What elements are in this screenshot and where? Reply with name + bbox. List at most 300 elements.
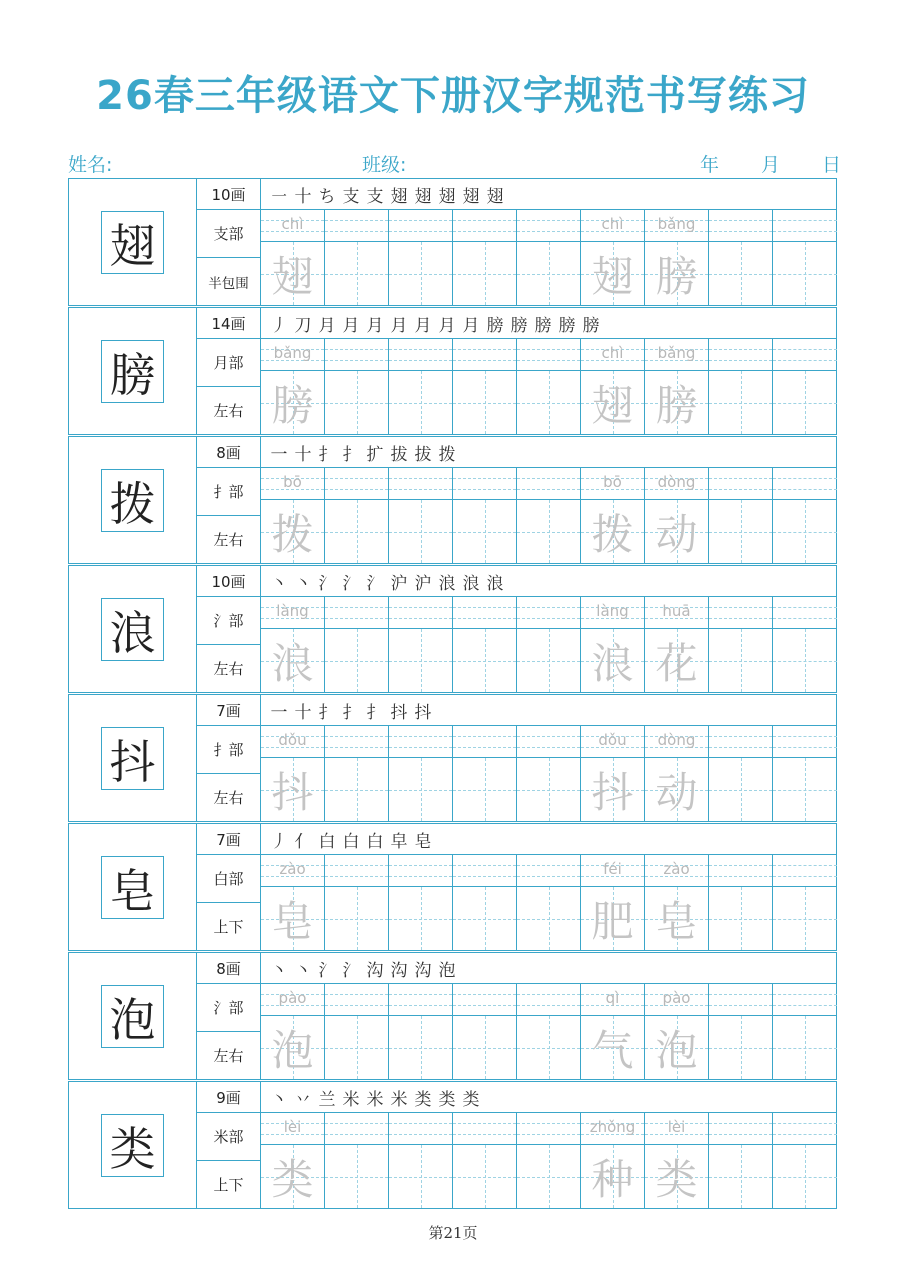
practice-column[interactable] (645, 468, 709, 563)
practice-column[interactable] (773, 210, 837, 305)
stroke-step: 扌 (318, 702, 336, 723)
tian-grid-cell[interactable] (453, 629, 516, 692)
practice-column[interactable] (517, 597, 581, 692)
practice-column[interactable] (645, 984, 709, 1079)
tian-grid-cell[interactable] (709, 371, 772, 434)
pinyin-cell[interactable] (517, 210, 580, 242)
practice-column[interactable] (517, 726, 581, 821)
tian-grid-cell[interactable] (773, 1145, 837, 1208)
tian-grid-cell[interactable] (453, 758, 516, 821)
practice-column[interactable] (261, 726, 325, 821)
practice-column[interactable] (453, 339, 517, 434)
trace-character: 抖 (591, 767, 634, 817)
tian-grid-cell[interactable] (261, 242, 324, 305)
stroke-step: 氵 (366, 573, 384, 594)
practice-column[interactable] (517, 339, 581, 434)
practice-column[interactable] (453, 468, 517, 563)
trace-character (517, 887, 580, 950)
tian-grid-cell[interactable] (389, 887, 452, 950)
trace-character: 种 (591, 1154, 634, 1204)
pinyin-cell[interactable] (261, 1113, 324, 1145)
pinyin-cell[interactable] (581, 210, 644, 242)
tian-grid-cell[interactable] (709, 1016, 772, 1079)
main-character-cell (69, 437, 197, 563)
tian-grid-cell[interactable] (581, 887, 644, 950)
stroke-order (261, 437, 836, 468)
practice-column[interactable] (261, 1113, 325, 1208)
pinyin-cell[interactable] (261, 210, 324, 242)
practice-column[interactable] (709, 855, 773, 950)
pinyin-cell[interactable] (261, 726, 324, 758)
main-character: 翅 (101, 211, 164, 274)
pinyin-guide-line (517, 1134, 580, 1135)
practice-column[interactable] (645, 726, 709, 821)
pinyin-cell[interactable] (389, 984, 452, 1016)
practice-column[interactable] (325, 1113, 389, 1208)
pinyin-cell[interactable] (517, 339, 580, 371)
pinyin-cell[interactable] (645, 855, 708, 887)
stroke-step: 扌 (366, 702, 384, 723)
practice-column[interactable] (581, 726, 645, 821)
tian-grid-cell[interactable] (453, 1016, 516, 1079)
tian-grid-cell[interactable] (773, 500, 837, 563)
pinyin-cell[interactable] (389, 1113, 452, 1145)
tian-grid-cell[interactable] (645, 1145, 708, 1208)
trace-character: 拨 (591, 509, 634, 559)
pinyin-cell[interactable] (453, 855, 516, 887)
practice-column[interactable] (453, 855, 517, 950)
pinyin-cell[interactable] (325, 855, 388, 887)
practice-column[interactable] (261, 597, 325, 692)
trace-character: 肥 (591, 896, 634, 946)
pinyin-cell[interactable] (773, 1113, 837, 1145)
tian-grid-cell[interactable] (581, 500, 644, 563)
practice-column[interactable] (709, 726, 773, 821)
pinyin-cell[interactable] (773, 984, 837, 1016)
practice-column[interactable] (325, 726, 389, 821)
writing-grid (261, 726, 836, 821)
tian-grid-cell[interactable] (709, 758, 772, 821)
trace-character (453, 242, 516, 305)
practice-column[interactable] (773, 468, 837, 563)
pinyin-cell[interactable] (709, 855, 772, 887)
pinyin-cell[interactable] (773, 210, 837, 242)
trace-character: 浪 (591, 638, 634, 688)
pinyin-cell[interactable] (709, 1113, 772, 1145)
tian-grid-cell[interactable] (645, 242, 708, 305)
pinyin-cell[interactable] (773, 726, 837, 758)
tian-grid-cell[interactable] (709, 887, 772, 950)
tian-grid-cell[interactable] (389, 629, 452, 692)
pinyin-cell[interactable] (453, 468, 516, 500)
stroke-step: 沟 (414, 960, 432, 981)
practice-column[interactable] (581, 597, 645, 692)
pinyin-guide-line (517, 747, 580, 748)
pinyin-guide-line (453, 994, 516, 995)
practice-column[interactable] (453, 1113, 517, 1208)
structure: 上下 (197, 903, 261, 950)
tian-grid-cell[interactable] (773, 758, 837, 821)
stroke-step: 皂 (414, 831, 432, 852)
practice-column[interactable] (261, 855, 325, 950)
stroke-step: 丶 (270, 1089, 288, 1110)
tian-grid-cell[interactable] (645, 629, 708, 692)
tian-grid-cell[interactable] (453, 242, 516, 305)
pinyin-cell[interactable] (325, 726, 388, 758)
tian-grid-cell[interactable] (453, 500, 516, 563)
pinyin-cell[interactable] (517, 597, 580, 629)
pinyin-cell[interactable] (325, 210, 388, 242)
pinyin-cell[interactable] (325, 597, 388, 629)
practice-column[interactable] (389, 1113, 453, 1208)
radical: 白部 (197, 855, 261, 903)
tian-grid-cell[interactable] (709, 1145, 772, 1208)
tian-grid-cell[interactable] (517, 629, 580, 692)
pinyin-cell[interactable] (453, 339, 516, 371)
pinyin-guide-line (517, 607, 580, 608)
practice-column[interactable] (325, 210, 389, 305)
stroke-step: 扌 (318, 444, 336, 465)
practice-column[interactable] (581, 210, 645, 305)
stroke-order (261, 824, 836, 855)
practice-column[interactable] (517, 984, 581, 1079)
practice-column[interactable] (517, 468, 581, 563)
pinyin-cell[interactable] (645, 1113, 708, 1145)
writing-grid (261, 468, 836, 563)
pinyin-cell[interactable] (709, 339, 772, 371)
tian-grid-cell[interactable] (325, 1016, 388, 1079)
tian-grid-cell[interactable] (389, 1145, 452, 1208)
pinyin-cell[interactable] (453, 210, 516, 242)
tian-grid-cell[interactable] (517, 1016, 580, 1079)
tian-grid-cell[interactable] (389, 371, 452, 434)
trace-character (325, 242, 388, 305)
structure: 左右 (197, 516, 261, 563)
tian-grid-cell[interactable] (261, 500, 324, 563)
practice-column[interactable] (645, 855, 709, 950)
practice-column[interactable] (389, 339, 453, 434)
pinyin-cell[interactable] (645, 210, 708, 242)
stroke-step: 月 (462, 315, 480, 336)
pinyin-cell[interactable] (389, 210, 452, 242)
practice-column[interactable] (709, 984, 773, 1079)
practice-column[interactable] (261, 210, 325, 305)
practice-column[interactable] (709, 468, 773, 563)
main-character: 类 (101, 1114, 164, 1177)
tian-grid-cell[interactable] (325, 371, 388, 434)
practice-column[interactable] (453, 984, 517, 1079)
practice-column[interactable] (773, 726, 837, 821)
pinyin-cell[interactable] (773, 855, 837, 887)
tian-grid-cell[interactable] (261, 1145, 324, 1208)
tian-grid-cell[interactable] (325, 1145, 388, 1208)
tian-grid-cell[interactable] (389, 758, 452, 821)
tian-grid-cell[interactable] (261, 371, 324, 434)
practice-column[interactable] (389, 597, 453, 692)
pinyin-cell[interactable] (325, 1113, 388, 1145)
trace-character (453, 1145, 516, 1208)
pinyin-cell[interactable] (581, 984, 644, 1016)
pinyin-cell[interactable] (709, 726, 772, 758)
pinyin-guide-line (709, 1134, 772, 1135)
practice-column[interactable] (581, 468, 645, 563)
pinyin-cell[interactable] (517, 726, 580, 758)
tian-grid-cell[interactable] (645, 1016, 708, 1079)
practice-column[interactable] (773, 339, 837, 434)
pinyin-cell[interactable] (773, 468, 837, 500)
tian-grid-cell[interactable] (517, 242, 580, 305)
structure: 半包围 (197, 258, 261, 305)
tian-grid-cell[interactable] (581, 629, 644, 692)
practice-column[interactable] (261, 984, 325, 1079)
pinyin-guide-line (453, 489, 516, 490)
trace-character: 翅 (591, 380, 634, 430)
stroke-step: 月 (438, 315, 456, 336)
trace-character: 气 (591, 1025, 634, 1075)
practice-column[interactable] (389, 210, 453, 305)
practice-column[interactable] (325, 339, 389, 434)
practice-column[interactable] (709, 339, 773, 434)
tian-grid-cell[interactable] (325, 242, 388, 305)
practice-column[interactable] (645, 210, 709, 305)
pinyin-text: féi (603, 860, 622, 878)
page-title: 26春三年级语文下册汉字规范书写练习 (96, 73, 810, 119)
pinyin-guide-line (389, 478, 452, 479)
tian-grid-cell[interactable] (517, 371, 580, 434)
pinyin-guide-line (325, 478, 388, 479)
practice-column[interactable] (517, 210, 581, 305)
pinyin-cell[interactable] (581, 1113, 644, 1145)
pinyin-guide-line (773, 865, 837, 866)
pinyin-cell[interactable] (261, 597, 324, 629)
pinyin-cell[interactable] (709, 597, 772, 629)
tian-grid-cell[interactable] (325, 500, 388, 563)
trace-character (773, 371, 837, 434)
tian-grid-cell[interactable] (325, 629, 388, 692)
writing-grid (261, 984, 836, 1079)
pinyin-guide-line (517, 1123, 580, 1124)
practice-column[interactable] (709, 210, 773, 305)
tian-grid-cell[interactable] (581, 1145, 644, 1208)
practice-column[interactable] (773, 597, 837, 692)
tian-grid-cell[interactable] (645, 887, 708, 950)
pinyin-cell[interactable] (453, 1113, 516, 1145)
pinyin-text: pào (662, 989, 691, 1007)
tian-grid-cell[interactable] (261, 758, 324, 821)
main-character: 膀 (101, 340, 164, 403)
practice-column[interactable] (581, 339, 645, 434)
pinyin-cell[interactable] (389, 726, 452, 758)
pinyin-cell[interactable] (581, 468, 644, 500)
practice-column[interactable] (517, 855, 581, 950)
tian-grid-cell[interactable] (325, 887, 388, 950)
practice-column[interactable] (453, 726, 517, 821)
pinyin-cell[interactable] (645, 984, 708, 1016)
pinyin-cell[interactable] (645, 468, 708, 500)
pinyin-guide-line (325, 1134, 388, 1135)
pinyin-text: bō (283, 473, 302, 491)
practice-column[interactable] (773, 1113, 837, 1208)
practice-column[interactable] (389, 468, 453, 563)
pinyin-cell[interactable] (709, 468, 772, 500)
trace-character (709, 371, 772, 434)
tian-grid-cell[interactable] (261, 629, 324, 692)
stroke-step: 类 (438, 1089, 456, 1110)
pinyin-text: dǒu (278, 731, 307, 749)
practice-column[interactable] (453, 210, 517, 305)
practice-column[interactable] (645, 339, 709, 434)
tian-grid-cell[interactable] (453, 1145, 516, 1208)
pinyin-guide-line (517, 349, 580, 350)
tian-grid-cell[interactable] (581, 242, 644, 305)
main-character-cell (69, 179, 197, 305)
stroke-step: 十 (294, 702, 312, 723)
tian-grid-cell[interactable] (389, 500, 452, 563)
pinyin-cell[interactable] (517, 1113, 580, 1145)
main-character-cell (69, 953, 197, 1079)
pinyin-guide-line (325, 747, 388, 748)
pinyin-cell[interactable] (261, 468, 324, 500)
tian-grid-cell[interactable] (453, 887, 516, 950)
main-character-cell (69, 308, 197, 434)
pinyin-cell[interactable] (773, 339, 837, 371)
practice-column[interactable] (325, 597, 389, 692)
pinyin-cell[interactable] (389, 597, 452, 629)
stroke-step: 皁 (390, 831, 408, 852)
pinyin-cell[interactable] (325, 468, 388, 500)
practice-column[interactable] (773, 984, 837, 1079)
trace-character (325, 1016, 388, 1079)
tian-grid-cell[interactable] (645, 371, 708, 434)
stroke-count: 10画 (197, 179, 261, 210)
practice-column[interactable] (709, 1113, 773, 1208)
pinyin-guide-line (389, 360, 452, 361)
trace-character: 浪 (271, 638, 314, 688)
practice-column[interactable] (517, 1113, 581, 1208)
pinyin-cell[interactable] (517, 468, 580, 500)
stroke-step: 抖 (414, 702, 432, 723)
pinyin-cell[interactable] (645, 726, 708, 758)
trace-character (709, 887, 772, 950)
tian-grid-cell[interactable] (517, 758, 580, 821)
pinyin-cell[interactable] (581, 597, 644, 629)
practice-column[interactable] (389, 855, 453, 950)
practice-column[interactable] (581, 984, 645, 1079)
pinyin-cell[interactable] (325, 984, 388, 1016)
practice-column[interactable] (645, 597, 709, 692)
pinyin-guide-line (453, 607, 516, 608)
practice-column[interactable] (389, 984, 453, 1079)
pinyin-cell[interactable] (389, 339, 452, 371)
writing-grid (261, 855, 836, 950)
pinyin-cell[interactable] (773, 597, 837, 629)
stroke-step: 一 (270, 702, 288, 723)
practice-column[interactable] (581, 1113, 645, 1208)
practice-column[interactable] (325, 984, 389, 1079)
practice-column[interactable] (453, 597, 517, 692)
tian-grid-cell[interactable] (709, 500, 772, 563)
pinyin-guide-line (773, 1005, 837, 1006)
pinyin-text: qì (605, 989, 620, 1007)
pinyin-cell[interactable] (709, 984, 772, 1016)
trace-character (517, 1016, 580, 1079)
tian-grid-cell[interactable] (325, 758, 388, 821)
pinyin-guide-line (325, 1123, 388, 1124)
pinyin-cell[interactable] (389, 468, 452, 500)
pinyin-cell[interactable] (645, 597, 708, 629)
pinyin-cell[interactable] (581, 855, 644, 887)
pinyin-cell[interactable] (325, 339, 388, 371)
tian-grid-cell[interactable] (517, 887, 580, 950)
stroke-step: 白 (318, 831, 336, 852)
pinyin-guide-line (709, 231, 772, 232)
practice-column[interactable] (709, 597, 773, 692)
pinyin-guide-line (453, 220, 516, 221)
tian-grid-cell[interactable] (773, 887, 837, 950)
pinyin-cell[interactable] (517, 984, 580, 1016)
pinyin-cell[interactable] (453, 984, 516, 1016)
practice-column[interactable] (389, 726, 453, 821)
tian-grid-cell[interactable] (517, 1145, 580, 1208)
tian-grid-cell[interactable] (389, 1016, 452, 1079)
practice-column[interactable] (325, 468, 389, 563)
practice-column[interactable] (325, 855, 389, 950)
tian-grid-cell[interactable] (517, 500, 580, 563)
stroke-step: 沟 (390, 960, 408, 981)
tian-grid-cell[interactable] (773, 629, 837, 692)
practice-column[interactable] (581, 855, 645, 950)
tian-grid-cell[interactable] (773, 242, 837, 305)
pinyin-cell[interactable] (453, 726, 516, 758)
pinyin-cell[interactable] (261, 855, 324, 887)
pinyin-cell[interactable] (261, 339, 324, 371)
writing-grid (261, 339, 836, 434)
practice-column[interactable] (773, 855, 837, 950)
tian-grid-cell[interactable] (581, 371, 644, 434)
practice-column[interactable] (261, 468, 325, 563)
main-character: 浪 (101, 598, 164, 661)
pinyin-guide-line (453, 1134, 516, 1135)
pinyin-cell[interactable] (517, 855, 580, 887)
tian-grid-cell[interactable] (645, 500, 708, 563)
tian-grid-cell[interactable] (773, 1016, 837, 1079)
practice-column[interactable] (261, 339, 325, 434)
tian-grid-cell[interactable] (453, 371, 516, 434)
tian-grid-cell[interactable] (261, 1016, 324, 1079)
tian-grid-cell[interactable] (645, 758, 708, 821)
pinyin-cell[interactable] (453, 597, 516, 629)
pinyin-cell[interactable] (261, 984, 324, 1016)
tian-grid-cell[interactable] (261, 887, 324, 950)
pinyin-cell[interactable] (581, 726, 644, 758)
pinyin-cell[interactable] (389, 855, 452, 887)
pinyin-text: lèi (667, 1118, 686, 1136)
tian-grid-cell[interactable] (581, 758, 644, 821)
tian-grid-cell[interactable] (709, 242, 772, 305)
tian-grid-cell[interactable] (581, 1016, 644, 1079)
tian-grid-cell[interactable] (709, 629, 772, 692)
trace-character (389, 1145, 452, 1208)
pinyin-guide-line (773, 736, 837, 737)
main-character: 拨 (101, 469, 164, 532)
pinyin-cell[interactable] (645, 339, 708, 371)
pinyin-cell[interactable] (581, 339, 644, 371)
practice-column[interactable] (645, 1113, 709, 1208)
pinyin-guide-line (453, 876, 516, 877)
tian-grid-cell[interactable] (389, 242, 452, 305)
pinyin-cell[interactable] (709, 210, 772, 242)
tian-grid-cell[interactable] (773, 371, 837, 434)
